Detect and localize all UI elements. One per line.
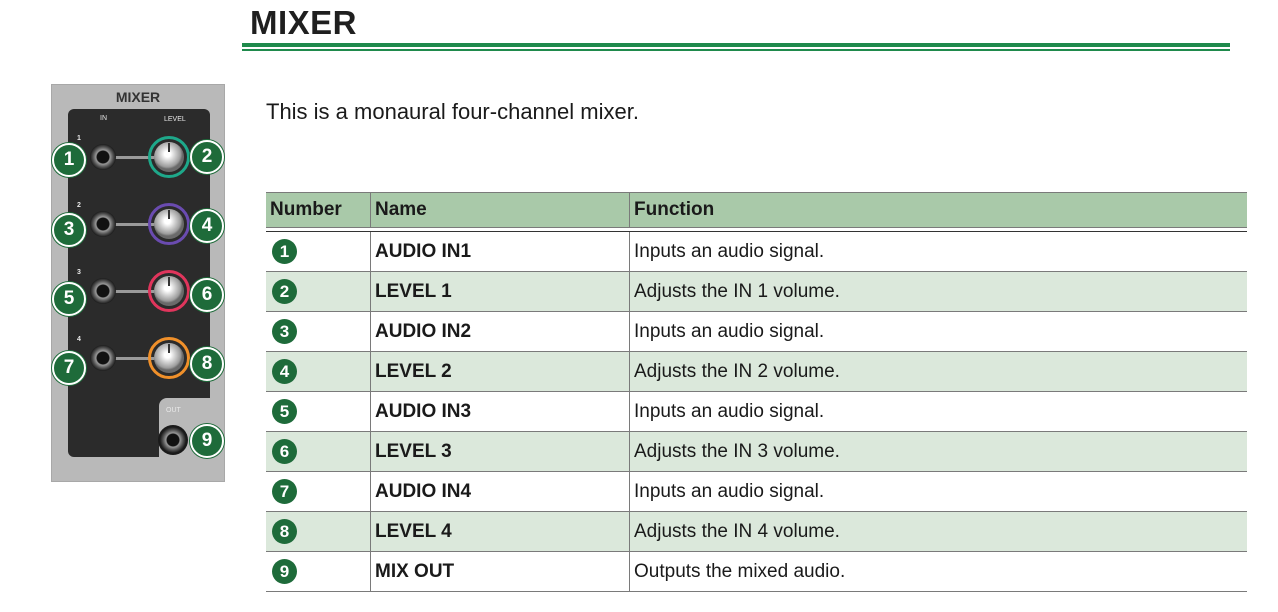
- row-function-cell: Inputs an audio signal.: [630, 472, 1248, 512]
- panel-title: MIXER: [115, 89, 161, 105]
- row-function-cell: Outputs the mixed audio.: [630, 552, 1248, 592]
- table-header-row: [266, 193, 1247, 228]
- callout-badge-6: 6: [190, 278, 224, 312]
- row-number-cell: [266, 352, 371, 392]
- header-number: Number: [266, 193, 371, 228]
- panel-label-out: OUT: [166, 407, 181, 414]
- number-badge: 8: [272, 519, 297, 544]
- channel-label-3: 3: [77, 269, 81, 276]
- row-function-cell: Adjusts the IN 1 volume.: [630, 272, 1248, 312]
- row-number-cell: [266, 232, 371, 272]
- audio-in1-jack: [90, 144, 116, 170]
- level1-knob: [154, 142, 184, 172]
- level3-knob: [154, 276, 184, 306]
- row-name-cell: AUDIO IN2: [371, 312, 630, 352]
- level2-knob: [154, 209, 184, 239]
- number-badge: 4: [272, 359, 297, 384]
- row-name-cell: AUDIO IN1: [371, 232, 630, 272]
- row-number-cell: [266, 472, 371, 512]
- callout-badge-7: 7: [52, 351, 86, 385]
- row-function-cell: Inputs an audio signal.: [630, 232, 1248, 272]
- header-name: Name: [371, 193, 630, 228]
- row-function-cell: Inputs an audio signal.: [630, 312, 1248, 352]
- row-function-cell: Adjusts the IN 3 volume.: [630, 432, 1248, 472]
- row-number-cell: [266, 432, 371, 472]
- number-badge: 3: [272, 319, 297, 344]
- row-name-cell: AUDIO IN3: [371, 392, 630, 432]
- number-badge: 1: [272, 239, 297, 264]
- callout-badge-5: 5: [52, 282, 86, 316]
- table-row: [266, 272, 1247, 312]
- row-number-cell: [266, 392, 371, 432]
- number-badge: 6: [272, 439, 297, 464]
- audio-in3-jack: [90, 278, 116, 304]
- row-number-cell: [266, 512, 371, 552]
- row-function-cell: Adjusts the IN 2 volume.: [630, 352, 1248, 392]
- table-row: [266, 232, 1247, 272]
- row-name-cell: LEVEL 3: [371, 432, 630, 472]
- row-number-cell: [266, 312, 371, 352]
- callout-badge-1: 1: [52, 143, 86, 177]
- callout-badge-8: 8: [190, 347, 224, 381]
- table-row: [266, 352, 1247, 392]
- mix-out-jack: [158, 425, 188, 455]
- number-badge: 9: [272, 559, 297, 584]
- callout-badge-2: 2: [190, 140, 224, 174]
- audio-in4-jack: [90, 345, 116, 371]
- channel-label-4: 4: [77, 336, 81, 343]
- callout-badge-4: 4: [190, 209, 224, 243]
- table-row: [266, 432, 1247, 472]
- row-name-cell: LEVEL 1: [371, 272, 630, 312]
- row-name-cell: AUDIO IN4: [371, 472, 630, 512]
- table-row: [266, 552, 1247, 592]
- header-function: Function: [630, 193, 1248, 228]
- row-name-cell: LEVEL 2: [371, 352, 630, 392]
- intro-text: This is a monaural four-channel mixer.: [266, 99, 639, 124]
- callout-badge-9: 9: [190, 424, 224, 458]
- table-row: [266, 472, 1247, 512]
- mixer-function-table: [266, 192, 1247, 592]
- number-badge: 2: [272, 279, 297, 304]
- row-name-cell: MIX OUT: [371, 552, 630, 592]
- row-function-cell: Inputs an audio signal.: [630, 392, 1248, 432]
- audio-in2-jack: [90, 211, 116, 237]
- row-name-cell: LEVEL 4: [371, 512, 630, 552]
- panel-face: [68, 109, 210, 457]
- channel-label-2: 2: [77, 202, 81, 209]
- table-row: [266, 392, 1247, 432]
- channel-label-1: 1: [77, 135, 81, 142]
- table-row: [266, 312, 1247, 352]
- table-row: [266, 512, 1247, 552]
- row-function-cell: Adjusts the IN 4 volume.: [630, 512, 1248, 552]
- number-badge: 5: [272, 399, 297, 424]
- panel-label-in: IN: [100, 115, 107, 122]
- page-title: MIXER: [250, 4, 358, 41]
- row-number-cell: [266, 272, 371, 312]
- mixer-panel-illustration: [51, 84, 225, 482]
- panel-label-level: LEVEL: [164, 116, 186, 123]
- row-number-cell: [266, 552, 371, 592]
- callout-badge-3: 3: [52, 213, 86, 247]
- title-rule: [242, 43, 1230, 47]
- title-rule-thin: [242, 49, 1230, 51]
- level4-knob: [154, 343, 184, 373]
- number-badge: 7: [272, 479, 297, 504]
